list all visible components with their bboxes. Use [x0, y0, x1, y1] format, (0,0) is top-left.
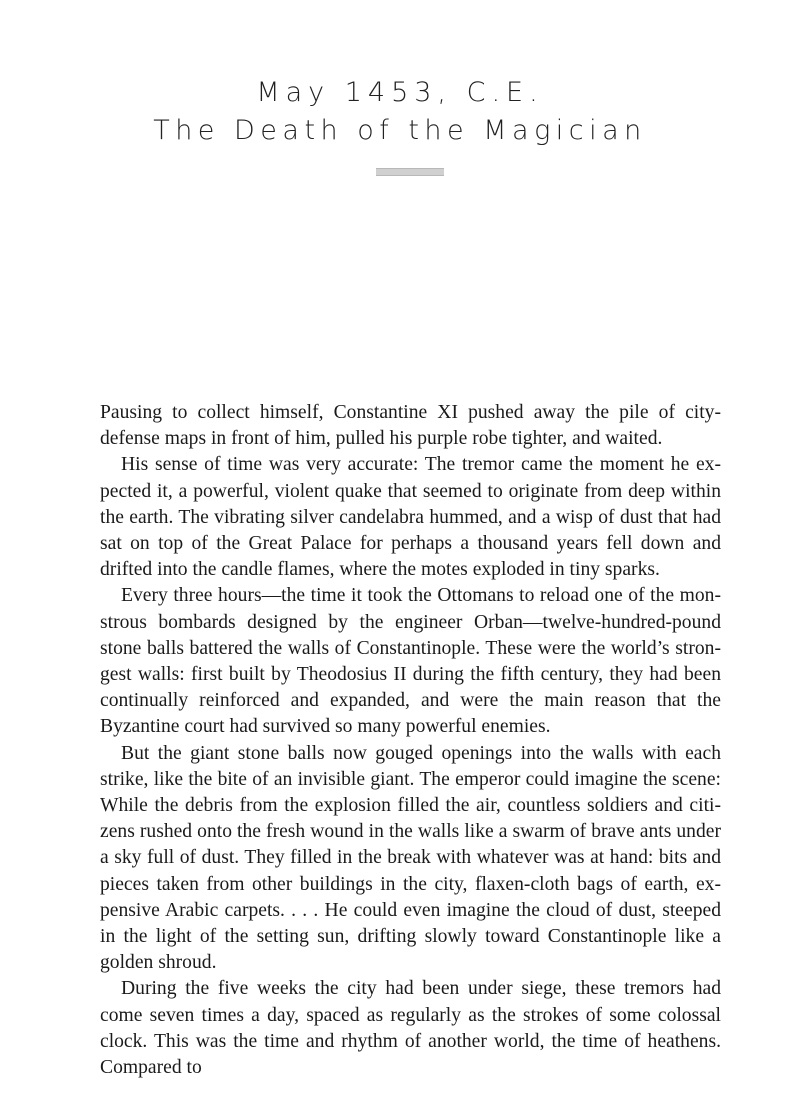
paragraph-1: Pausing to collect himself, Constantine XI pushed away the pile of city-defense maps in front of him, pulled his purple robe tighter, and waited. [100, 402, 721, 450]
paragraph-2: His sense of time was very accurate: The tremor came the moment he expected it, a powerful, violent quake that seemed to originate from deep within the earth. The vibrating silver candelabra hummed, and a wisp of dust that had sat on top of the Great Palace for perhaps a thousand years fell down and drifted into the candle flames, where the motes exploded in tiny sparks. [100, 454, 721, 581]
chapter-body-text [100, 400, 721, 1081]
paragraph-4: But the giant stone balls now gouged openings into the walls with each strike, like the bite of an invisible giant. The emperor could imagine the scene: While the debris from the explosion filled the air, countless soldiers and citizens rushed onto the fresh wound in the walls like a swarm of brave ants under a sky full of dust. They filled in the break with whatever was at hand: bits and pieces taken from other buildings in the city, flaxen-cloth bags of earth, expensive Arabic carpets. . . . He could even imagine the cloud of dust, steeped in the light of the setting sun, drifting slowly toward Constantinople like a golden shroud. [100, 742, 721, 974]
chapter-title: The Death of the Magician [153, 115, 647, 146]
paragraph-5: During the five weeks the city had been under siege, these tremors had come seven times a day, spaced as regularly as the strokes of some colossal clock. This was the time and rhythm of another world, the time of heathens. Compared to [100, 978, 721, 1079]
paragraph-3: Every three hours—the time it took the Ottomans to reload one of the monstrous bombards designed by the engineer Orban—twelve-hundred-pound stone balls battered the walls of Constantinople. These were the world’s strongest walls: first built by Theodosius II during the fifth century, they had been continually reinforced and expanded, and were the main reason that the Byzantine court had survived so many powerful enemies. [100, 585, 721, 738]
chapter-date: May 1453, C.E. [256, 77, 544, 108]
chapter-ornament-rule [376, 168, 444, 176]
chapter-heading [0, 74, 800, 150]
